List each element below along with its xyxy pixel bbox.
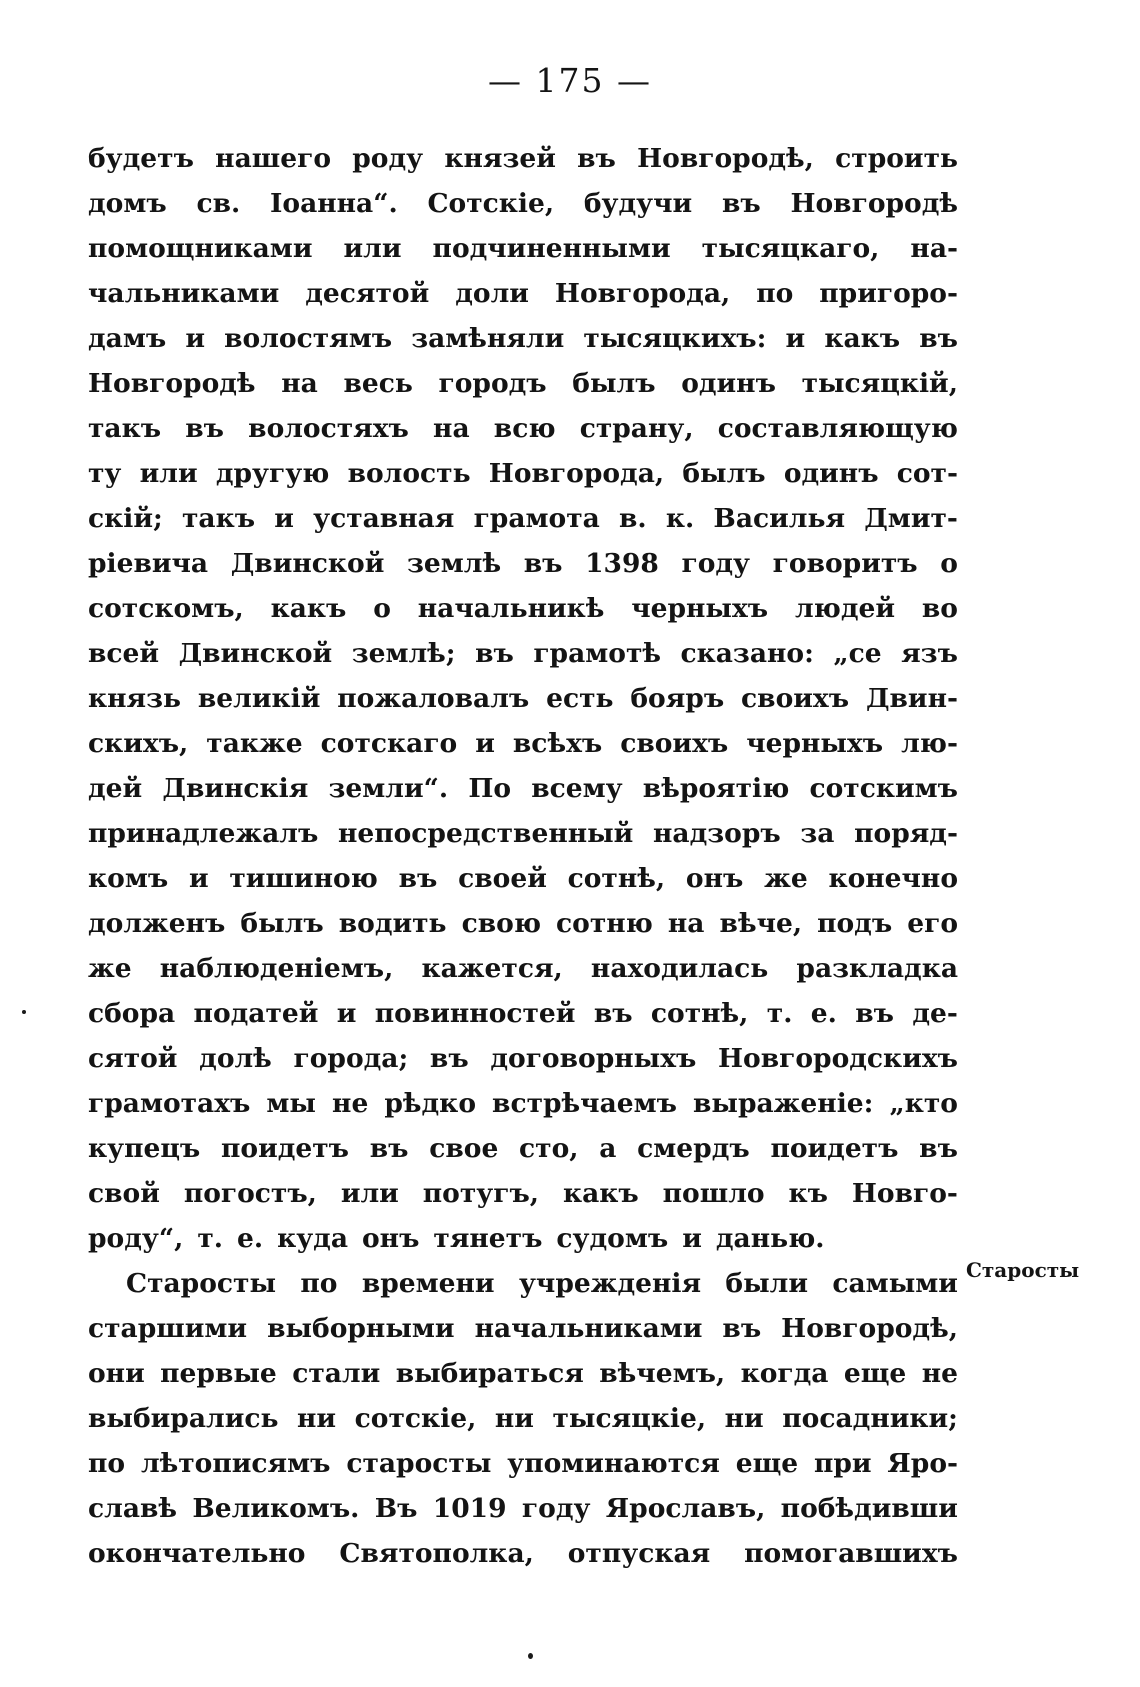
word: городъ	[438, 368, 547, 399]
word: лю-	[901, 728, 958, 759]
word: выборными	[267, 1313, 455, 1344]
word: всей	[88, 638, 160, 669]
word: пошло	[662, 1178, 765, 1209]
word: доли	[455, 278, 529, 309]
word: комъ	[88, 863, 169, 894]
text-line	[88, 1081, 958, 1126]
word: на	[433, 413, 470, 444]
word: въ	[722, 1313, 762, 1344]
word: Старосты	[126, 1268, 277, 1299]
word: вѣроятію	[642, 773, 790, 804]
word: е.	[236, 1223, 264, 1254]
word: онъ	[685, 863, 744, 894]
word: же	[764, 863, 808, 894]
word: учрежденія	[518, 1268, 702, 1299]
word: еще	[735, 1448, 799, 1479]
text-line	[88, 811, 958, 856]
text-line	[88, 316, 958, 361]
text-line	[88, 1036, 958, 1081]
text-line	[88, 181, 958, 226]
word: говоритъ	[772, 548, 918, 579]
word: въ	[593, 998, 633, 1029]
word: самыми	[832, 1268, 958, 1299]
word: 1398	[585, 548, 659, 579]
word: какъ	[562, 1178, 639, 1209]
word: старшими	[88, 1313, 248, 1344]
text-line	[88, 1126, 958, 1171]
page-number: — 175 —	[488, 61, 652, 100]
text-line	[88, 946, 958, 991]
word: такъ	[181, 503, 256, 534]
word: нашего	[215, 143, 331, 174]
word: встрѣчаемъ	[492, 1088, 677, 1119]
word: на-	[910, 233, 958, 264]
word: уставная	[313, 503, 455, 534]
word: о	[940, 548, 958, 579]
word: подъ	[817, 908, 893, 939]
word: старосты	[346, 1448, 492, 1479]
word: когда	[740, 1358, 829, 1389]
word: тишиною	[229, 863, 378, 894]
word: договорныхъ	[490, 1043, 697, 1074]
word: вѣчемъ,	[599, 1358, 726, 1389]
word: будетъ	[88, 143, 194, 174]
word: т.	[197, 1223, 223, 1254]
word: Новго-	[851, 1178, 958, 1209]
word: и	[475, 728, 495, 759]
text-line	[88, 676, 958, 721]
word: скихъ,	[88, 728, 189, 759]
text-line	[88, 856, 958, 901]
word: города;	[293, 1043, 409, 1074]
word: конечно	[828, 863, 958, 894]
word: домъ	[88, 188, 167, 219]
word: Дмит-	[864, 503, 958, 534]
word: первые	[160, 1358, 277, 1389]
word: куда	[277, 1223, 348, 1254]
word: другую	[215, 458, 330, 489]
word: ту	[88, 458, 122, 489]
word: есть	[546, 683, 614, 714]
word: сотнѣ,	[650, 998, 749, 1029]
word: Яро-	[887, 1448, 958, 1479]
word: времени	[361, 1268, 495, 1299]
word: потугъ,	[422, 1178, 540, 1209]
word: сотню	[556, 908, 653, 939]
word: году	[681, 548, 751, 579]
word: купецъ	[88, 1133, 201, 1164]
text-line	[88, 496, 958, 541]
word: поидетъ	[221, 1133, 349, 1164]
text-line	[88, 451, 958, 496]
word: они	[88, 1358, 145, 1389]
word: Новгорода,	[488, 458, 665, 489]
word: своихъ	[741, 683, 850, 714]
word: лѣтописямъ	[140, 1448, 331, 1479]
word: были	[725, 1268, 808, 1299]
word: поидетъ	[770, 1133, 899, 1164]
word: св.	[196, 188, 241, 219]
text-line	[88, 226, 958, 271]
word: по	[300, 1268, 338, 1299]
word: десятой	[305, 278, 430, 309]
word: „кто	[889, 1088, 958, 1119]
word: мы	[266, 1088, 316, 1119]
word: грамотахъ	[88, 1088, 251, 1119]
word: Новгородѣ	[790, 188, 958, 219]
word: грамота	[473, 503, 600, 534]
word: свою	[461, 908, 541, 939]
word: язъ	[901, 638, 958, 669]
word: во	[921, 593, 958, 624]
word: водить	[338, 908, 447, 939]
scan-speck	[528, 1653, 533, 1659]
word: данью.	[715, 1223, 825, 1254]
word: начальниками	[474, 1313, 703, 1344]
text-line	[88, 901, 958, 946]
word: дей	[88, 773, 143, 804]
word: т.	[766, 998, 793, 1029]
word: долженъ	[88, 908, 226, 939]
word: принадлежалъ	[88, 818, 319, 849]
text-line	[88, 1351, 958, 1396]
word: тысяцкихъ:	[583, 323, 767, 354]
text-line	[88, 1216, 958, 1261]
word: выбирались	[88, 1403, 279, 1434]
word: Ярославъ,	[605, 1493, 766, 1524]
word: году	[521, 1493, 591, 1524]
word: въ	[919, 1133, 958, 1164]
word: свое	[429, 1133, 499, 1164]
scan-speck	[22, 1010, 26, 1014]
word: на	[281, 368, 318, 399]
word: поряд-	[854, 818, 958, 849]
word: какъ	[270, 593, 347, 624]
word: повинностей	[374, 998, 576, 1029]
word: пожаловалъ	[337, 683, 530, 714]
word: его	[907, 908, 958, 939]
word: по	[756, 278, 794, 309]
word: былъ	[240, 908, 324, 939]
word: въ	[577, 143, 616, 174]
text-line	[88, 631, 958, 676]
word: Великомъ.	[192, 1493, 360, 1524]
word: Новгорода,	[554, 278, 731, 309]
word: ріевича	[88, 548, 209, 579]
word: Новгородѣ	[88, 368, 256, 399]
word: всѣхъ	[512, 728, 603, 759]
word: же	[88, 953, 132, 984]
word: или	[139, 458, 198, 489]
word: Въ	[374, 1493, 418, 1524]
word: Новгородскихъ	[718, 1043, 958, 1074]
word: Двинской	[230, 548, 385, 579]
word: сказано:	[680, 638, 814, 669]
word: посадники;	[782, 1403, 958, 1434]
word: и	[274, 503, 294, 534]
word: отпуская	[567, 1538, 711, 1569]
word: находилась	[590, 953, 769, 984]
word: Святополка,	[339, 1538, 534, 1569]
word: въ	[721, 188, 761, 219]
word: По	[468, 773, 512, 804]
word: по	[88, 1448, 126, 1479]
word: „се	[833, 638, 882, 669]
word: в.	[619, 503, 647, 534]
word: тянетъ	[433, 1223, 543, 1254]
word: а	[599, 1133, 617, 1164]
word: какъ	[824, 323, 901, 354]
word: надзоръ	[653, 818, 781, 849]
text-line	[88, 1306, 958, 1351]
word: сятой	[88, 1043, 178, 1074]
word: и	[785, 323, 806, 354]
body-text	[88, 136, 958, 1576]
word: тысяцкіе,	[552, 1403, 707, 1434]
word: въ	[523, 548, 563, 579]
word: волостямъ	[224, 323, 393, 354]
word: упоминаются	[507, 1448, 720, 1479]
word: сто,	[519, 1133, 579, 1164]
word: не	[332, 1088, 369, 1119]
word: и	[188, 863, 209, 894]
word: волость	[347, 458, 471, 489]
text-line	[88, 1171, 958, 1216]
word: бояръ	[630, 683, 725, 714]
word: чальниками	[88, 278, 280, 309]
word: пригоро-	[819, 278, 958, 309]
word: въ	[919, 323, 958, 354]
word: непосредственный	[337, 818, 634, 849]
word: 1019	[432, 1493, 507, 1524]
word: выбираться	[395, 1358, 584, 1389]
word: кажется,	[421, 953, 563, 984]
word: онъ	[362, 1223, 420, 1254]
word: Новгородѣ,	[781, 1313, 958, 1344]
word: начальникѣ	[417, 593, 605, 624]
word: побѣдивши	[780, 1493, 958, 1524]
word: свой	[88, 1178, 160, 1209]
word: волостяхъ	[248, 413, 409, 444]
word: великій	[197, 683, 321, 714]
word: тысяцкаго,	[701, 233, 880, 264]
word: будучи	[583, 188, 693, 219]
word: одинъ	[783, 458, 879, 489]
word: князей	[444, 143, 556, 174]
word: скій;	[88, 503, 163, 534]
text-line	[88, 991, 958, 1036]
word: строить	[835, 143, 958, 174]
word: помощниками	[88, 233, 313, 264]
word: всю	[493, 413, 556, 444]
word: еще	[843, 1358, 907, 1389]
word: судомъ	[556, 1223, 669, 1254]
word: податей	[193, 998, 319, 1029]
text-line	[88, 586, 958, 631]
word: ни	[494, 1403, 534, 1434]
word: своей	[458, 863, 547, 894]
word: въ	[369, 1133, 409, 1164]
word: сотнѣ,	[567, 863, 666, 894]
word: былъ	[682, 458, 766, 489]
word: Новгородѣ,	[637, 143, 814, 174]
word: смердъ	[637, 1133, 750, 1164]
word: долѣ	[199, 1043, 272, 1074]
word: выраженіе:	[693, 1088, 874, 1119]
word: помогавшихъ	[744, 1538, 958, 1569]
text-line	[88, 766, 958, 811]
word: къ	[788, 1178, 828, 1209]
word: ни	[297, 1403, 337, 1434]
margin-note: Старосты	[966, 1258, 1080, 1282]
word: Двинской	[178, 638, 333, 669]
word: одинъ	[681, 368, 776, 399]
word: Іоанна“.	[270, 188, 398, 219]
word: Двин-	[865, 683, 958, 714]
word: на	[667, 908, 705, 939]
word: наблюденіемъ,	[159, 953, 394, 984]
word: сотскіе,	[354, 1403, 477, 1434]
text-line	[88, 1396, 958, 1441]
word: дамъ	[88, 323, 167, 354]
word: роду“,	[88, 1223, 184, 1254]
text-line	[88, 721, 958, 766]
word: сотскимъ	[809, 773, 958, 804]
word: Двинскія	[162, 773, 309, 804]
word: е.	[810, 998, 837, 1029]
text-line	[88, 1531, 958, 1576]
word: въ	[475, 638, 514, 669]
word: сот-	[896, 458, 958, 489]
word: въ	[855, 998, 894, 1029]
word: князь	[88, 683, 182, 714]
text-line	[88, 271, 958, 316]
word: ни	[724, 1403, 764, 1434]
word: подчиненными	[432, 233, 671, 264]
text-line	[88, 1441, 958, 1486]
word: разкладка	[796, 953, 958, 984]
word: также	[206, 728, 303, 759]
word: не	[921, 1358, 958, 1389]
word: былъ	[572, 368, 656, 399]
word: тысяцкій,	[801, 368, 958, 399]
word: стали	[292, 1358, 381, 1389]
word: или	[343, 233, 402, 264]
word: и	[185, 323, 205, 354]
word: или	[340, 1178, 399, 1209]
word: грамотѣ	[533, 638, 661, 669]
word: погостъ,	[183, 1178, 317, 1209]
word: за	[800, 818, 835, 849]
text-line	[88, 136, 958, 181]
word: роду	[352, 143, 424, 174]
text-line	[88, 1486, 958, 1531]
word: черныхъ	[631, 593, 769, 624]
word: и	[336, 998, 357, 1029]
word: де-	[912, 998, 958, 1029]
text-line	[88, 541, 958, 586]
word: своихъ	[620, 728, 729, 759]
word: вѣче,	[719, 908, 803, 939]
word: славѣ	[88, 1493, 178, 1524]
word: земли“.	[328, 773, 449, 804]
word: Сотскіе,	[427, 188, 555, 219]
word: о	[373, 593, 391, 624]
word: такъ	[88, 413, 162, 444]
word: составляющую	[717, 413, 958, 444]
text-line	[88, 361, 958, 406]
word: рѣдко	[384, 1088, 476, 1119]
word: людей	[794, 593, 896, 624]
word: сотскомъ,	[88, 593, 244, 624]
word: при	[813, 1448, 872, 1479]
word: к.	[665, 503, 695, 534]
word: въ	[185, 413, 224, 444]
word: Василья	[713, 503, 846, 534]
word: сотскаго	[320, 728, 458, 759]
word: въ	[429, 1043, 469, 1074]
word: сбора	[88, 998, 176, 1029]
text-line	[88, 1261, 958, 1306]
word: землѣ	[406, 548, 502, 579]
text-line	[88, 406, 958, 451]
word: весь	[343, 368, 413, 399]
word: землѣ;	[351, 638, 456, 669]
word: страну,	[579, 413, 694, 444]
word: въ	[398, 863, 438, 894]
word: и	[682, 1223, 702, 1254]
word: замѣняли	[411, 323, 565, 354]
word: всему	[531, 773, 623, 804]
word: окончательно	[88, 1538, 306, 1569]
word: черныхъ	[746, 728, 884, 759]
